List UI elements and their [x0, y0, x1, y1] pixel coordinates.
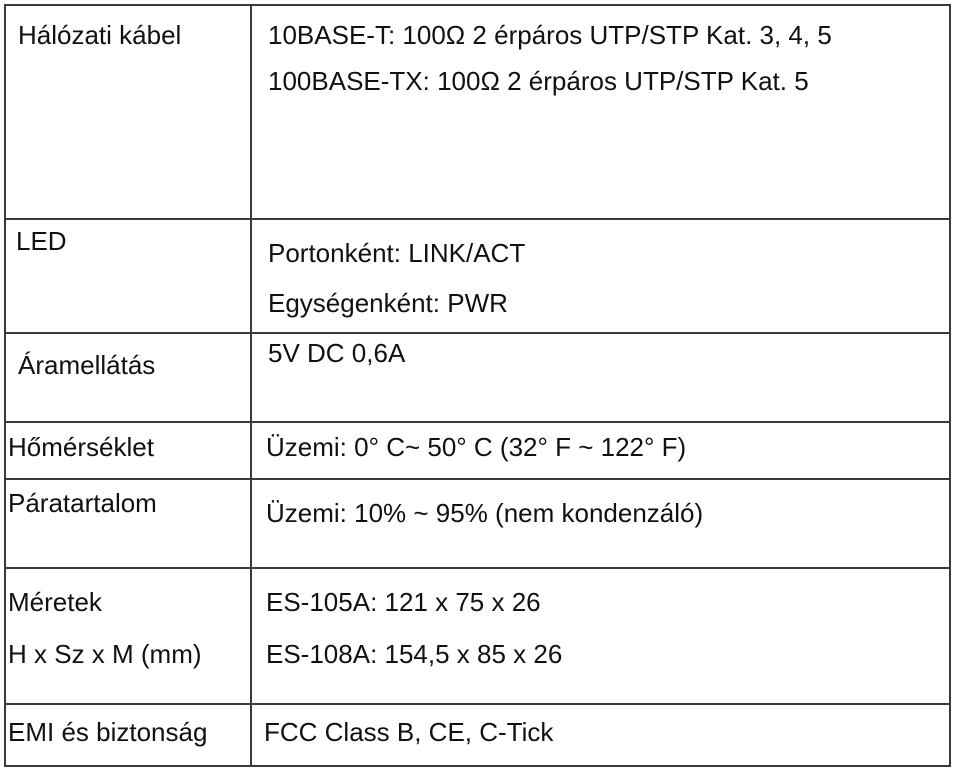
spec-value-cell [251, 479, 950, 569]
spec-label-cell [5, 479, 251, 569]
specifications-table [4, 4, 951, 767]
spec-label-cell [5, 704, 251, 766]
spec-value: ES-105A: 121 x 75 x 26 [266, 587, 541, 618]
spec-label: Hálózati kábel [18, 20, 182, 50]
spec-label: EMI és biztonság [8, 716, 208, 747]
spec-label: Áramellátás [18, 349, 156, 380]
spec-label-cell [5, 422, 251, 479]
spec-value: 5V DC 0,6A [268, 337, 406, 368]
spec-row-led [5, 219, 950, 333]
spec-row-power [5, 333, 950, 423]
spec-value: 100BASE-TX: 100Ω 2 érpáros UTP/STP Kat. 5 [268, 66, 809, 96]
spec-label-cell [5, 219, 251, 333]
spec-label: Páratartalom [8, 487, 157, 518]
spec-label: Méretek [8, 587, 102, 618]
spec-label: LED [16, 225, 67, 256]
spec-value: FCC Class B, CE, C-Tick [264, 716, 554, 747]
spec-label: H x Sz x M (mm) [8, 639, 202, 670]
spec-row-temperature [5, 422, 950, 479]
spec-row-humidity [5, 479, 950, 569]
spec-value: Üzemi: 0° C~ 50° C (32° F ~ 122° F) [266, 432, 687, 463]
spec-label-cell [5, 568, 251, 703]
spec-value: 10BASE-T: 100Ω 2 érpáros UTP/STP Kat. 3, 4, 5 [268, 20, 832, 50]
spec-label-cell [5, 5, 251, 219]
spec-value: ES-108A: 154,5 x 85 x 26 [266, 639, 563, 670]
spec-row-network-cable [5, 5, 950, 219]
spec-value-cell [251, 568, 950, 703]
spec-value-cell [251, 5, 950, 219]
spec-value-cell [251, 422, 950, 479]
spec-value: Portonként: LINK/ACT [268, 237, 526, 268]
spec-label: Hőmérséklet [8, 432, 154, 463]
spec-value-cell [251, 333, 950, 423]
spec-row-emi-safety [5, 704, 950, 766]
spec-value-cell [251, 704, 950, 766]
spec-row-dimensions [5, 568, 950, 703]
spec-value: Egységenként: PWR [268, 287, 508, 318]
spec-value-cell [251, 219, 950, 333]
spec-value: Üzemi: 10% ~ 95% (nem kondenzáló) [266, 497, 704, 528]
spec-label-cell [5, 333, 251, 423]
